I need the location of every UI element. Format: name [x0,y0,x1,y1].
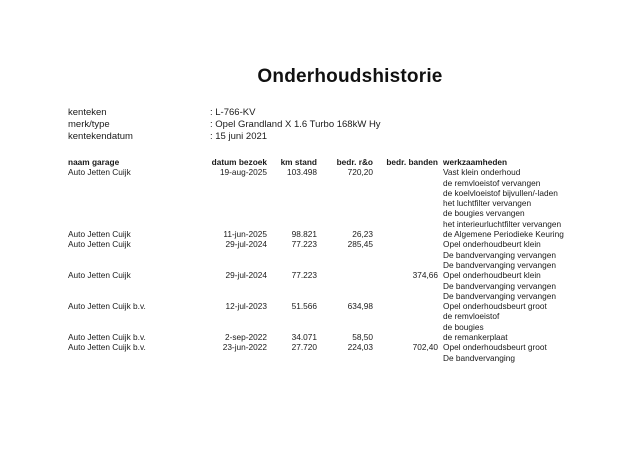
cell-bedr-ro: 26,23 [352,229,373,240]
cell-datum-bezoek [208,260,267,270]
cell-km-stand [267,208,317,218]
cell-bedr-banden: 702,40 [412,342,438,353]
info-value-merk-type: : Opel Grandland X 1.6 Turbo 168kW Hy [210,119,381,130]
page-title: Onderhoudshistorie [257,66,443,87]
table-row [68,167,632,177]
table-row-continuation [68,188,632,198]
cell-bedr-banden [373,322,438,332]
cell-naam-garage [68,353,208,363]
table-row [68,332,632,342]
table-row-continuation [68,219,632,229]
table-row [68,239,632,249]
cell-datum-bezoek [208,198,267,208]
table-body [68,167,632,363]
table-row [68,229,632,239]
cell-bedr-ro [317,198,373,208]
cell-werkzaamheden: het luchtfilter vervangen [443,198,532,209]
cell-naam-garage [68,281,208,291]
cell-bedr-banden [373,178,438,188]
cell-naam-garage [68,188,208,198]
cell-datum-bezoek: 11-jun-2025 [223,229,267,240]
info-row-merk-type [68,119,381,131]
cell-bedr-banden [373,281,438,291]
header-bedr-banden: bedr. banden [386,157,438,167]
cell-bedr-banden [373,208,438,218]
service-history-table [68,157,632,363]
info-label-kenteken: kenteken [68,107,107,118]
info-label-merk-type: merk/type [68,119,110,130]
cell-km-stand: 27.720 [291,342,317,353]
cell-bedr-ro: 285,45 [347,239,373,250]
cell-datum-bezoek [208,322,267,332]
cell-bedr-ro [317,250,373,260]
vehicle-info-block [68,107,381,143]
header-werkzaamheden: werkzaamheden [443,157,508,167]
cell-bedr-banden: 374,66 [412,270,438,281]
cell-bedr-ro [317,353,373,363]
cell-werkzaamheden: Opel onderhoudsbeurt groot [443,301,547,312]
cell-werkzaamheden: de remvloeistof [443,311,500,322]
cell-km-stand [267,188,317,198]
cell-bedr-ro: 58,50 [352,332,373,343]
cell-datum-bezoek: 29-jul-2024 [225,239,267,250]
header-km-stand: km stand [280,157,317,167]
cell-bedr-ro [317,322,373,332]
cell-datum-bezoek [208,291,267,301]
cell-naam-garage: Auto Jetten Cuijk [68,239,131,250]
table-row-continuation [68,281,632,291]
cell-bedr-ro [317,281,373,291]
table-header-row [68,157,632,167]
cell-km-stand [267,178,317,188]
cell-datum-bezoek: 23-jun-2022 [222,342,267,353]
table-row-continuation [68,291,632,301]
cell-werkzaamheden: het interieurluchtfilter vervangen [443,218,562,229]
cell-naam-garage [68,322,208,332]
cell-bedr-banden [373,291,438,301]
table-row [68,270,632,280]
cell-naam-garage [68,198,208,208]
cell-naam-garage [68,291,208,301]
cell-datum-bezoek [208,281,267,291]
header-naam-garage: naam garage [68,157,120,167]
cell-werkzaamheden: Vast klein onderhoud [443,167,521,178]
table-row-continuation [68,311,632,321]
cell-naam-garage [68,260,208,270]
table-row-continuation [68,322,632,332]
table-row [68,301,632,311]
table-row-continuation [68,208,632,218]
cell-datum-bezoek [208,219,267,229]
cell-bedr-ro [317,208,373,218]
cell-werkzaamheden: De bandvervanging vervangen [443,249,557,260]
cell-bedr-banden [373,198,438,208]
cell-datum-bezoek: 12-jul-2023 [225,301,267,312]
cell-bedr-banden [373,229,438,239]
table-row-continuation [68,198,632,208]
cell-werkzaamheden: de remankerplaat [443,332,508,343]
table-row-continuation [68,250,632,260]
cell-km-stand: 103.498 [287,167,317,178]
cell-km-stand [267,311,317,321]
cell-werkzaamheden: De bandvervanging vervangen [443,290,557,301]
cell-bedr-banden [373,332,438,342]
cell-bedr-ro [317,291,373,301]
table-row-continuation [68,178,632,188]
cell-bedr-banden [373,260,438,270]
info-value-kenteken: : L-766-KV [210,107,256,118]
cell-km-stand: 77.223 [291,270,317,281]
cell-datum-bezoek: 19-aug-2025 [219,167,267,178]
cell-naam-garage: Auto Jetten Cuijk b.v. [68,342,146,353]
cell-datum-bezoek [208,353,267,363]
cell-naam-garage [68,311,208,321]
cell-naam-garage [68,208,208,218]
cell-werkzaamheden: De bandvervanging vervangen [443,280,557,291]
cell-werkzaamheden: De bandvervanging [443,352,515,363]
cell-bedr-banden [373,311,438,321]
cell-bedr-banden [373,219,438,229]
cell-bedr-banden [373,167,438,177]
cell-km-stand [267,322,317,332]
cell-werkzaamheden: de bougies vervangen [443,208,525,219]
cell-bedr-ro: 224,03 [347,342,373,353]
cell-bedr-banden [373,301,438,311]
cell-bedr-ro [317,260,373,270]
cell-km-stand [267,219,317,229]
cell-km-stand [267,291,317,301]
cell-bedr-ro [317,311,373,321]
cell-naam-garage: Auto Jetten Cuijk b.v. [68,301,146,312]
cell-bedr-ro: 634,98 [347,301,373,312]
cell-km-stand [267,353,317,363]
cell-km-stand [267,250,317,260]
header-datum-bezoek: datum bezoek [211,157,267,167]
cell-naam-garage [68,219,208,229]
cell-naam-garage: Auto Jetten Cuijk [68,229,131,240]
table-row [68,342,632,352]
cell-km-stand [267,198,317,208]
cell-werkzaamheden: Opel onderhoudbeurt klein [443,239,541,250]
cell-bedr-ro [317,219,373,229]
cell-km-stand: 34.071 [291,332,317,343]
cell-naam-garage: Auto Jetten Cuijk [68,167,131,178]
cell-naam-garage: Auto Jetten Cuijk b.v. [68,332,146,343]
cell-werkzaamheden: de koelvloeistof bijvullen/-laden [443,187,558,198]
cell-werkzaamheden: de remvloeistof vervangen [443,177,541,188]
cell-naam-garage: Auto Jetten Cuijk [68,270,131,281]
cell-bedr-banden [373,239,438,249]
cell-km-stand: 51.566 [291,301,317,312]
cell-datum-bezoek [208,311,267,321]
header-bedr-ro: bedr. r&o [336,157,373,167]
cell-werkzaamheden: De bandvervanging vervangen [443,259,557,270]
cell-datum-bezoek [208,188,267,198]
cell-datum-bezoek [208,178,267,188]
cell-bedr-ro: 720,20 [347,167,373,178]
info-row-kentekendatum [68,131,381,143]
cell-km-stand [267,281,317,291]
info-label-kentekendatum: kentekendatum [68,131,133,142]
cell-km-stand: 98.821 [291,229,317,240]
cell-naam-garage [68,178,208,188]
cell-werkzaamheden: Opel onderhoudsbeurt groot [443,342,547,353]
cell-werkzaamheden: de bougies [443,321,484,332]
info-value-kentekendatum: : 15 juni 2021 [210,131,268,142]
cell-bedr-banden [373,353,438,363]
cell-bedr-banden [373,188,438,198]
table-row-continuation [68,353,632,363]
cell-bedr-ro [317,178,373,188]
cell-bedr-ro [317,270,373,280]
cell-naam-garage [68,250,208,260]
info-row-kenteken [68,107,381,119]
cell-bedr-banden [373,250,438,260]
cell-werkzaamheden: de Algemene Periodieke Keuring [443,229,564,240]
cell-datum-bezoek: 29-jul-2024 [225,270,267,281]
cell-bedr-ro [317,188,373,198]
table-row-continuation [68,260,632,270]
cell-werkzaamheden: Opel onderhoudbeurt klein [443,270,541,281]
cell-datum-bezoek [208,208,267,218]
cell-datum-bezoek: 2-sep-2022 [225,332,267,343]
cell-km-stand [267,260,317,270]
cell-datum-bezoek [208,250,267,260]
cell-km-stand: 77.223 [291,239,317,250]
